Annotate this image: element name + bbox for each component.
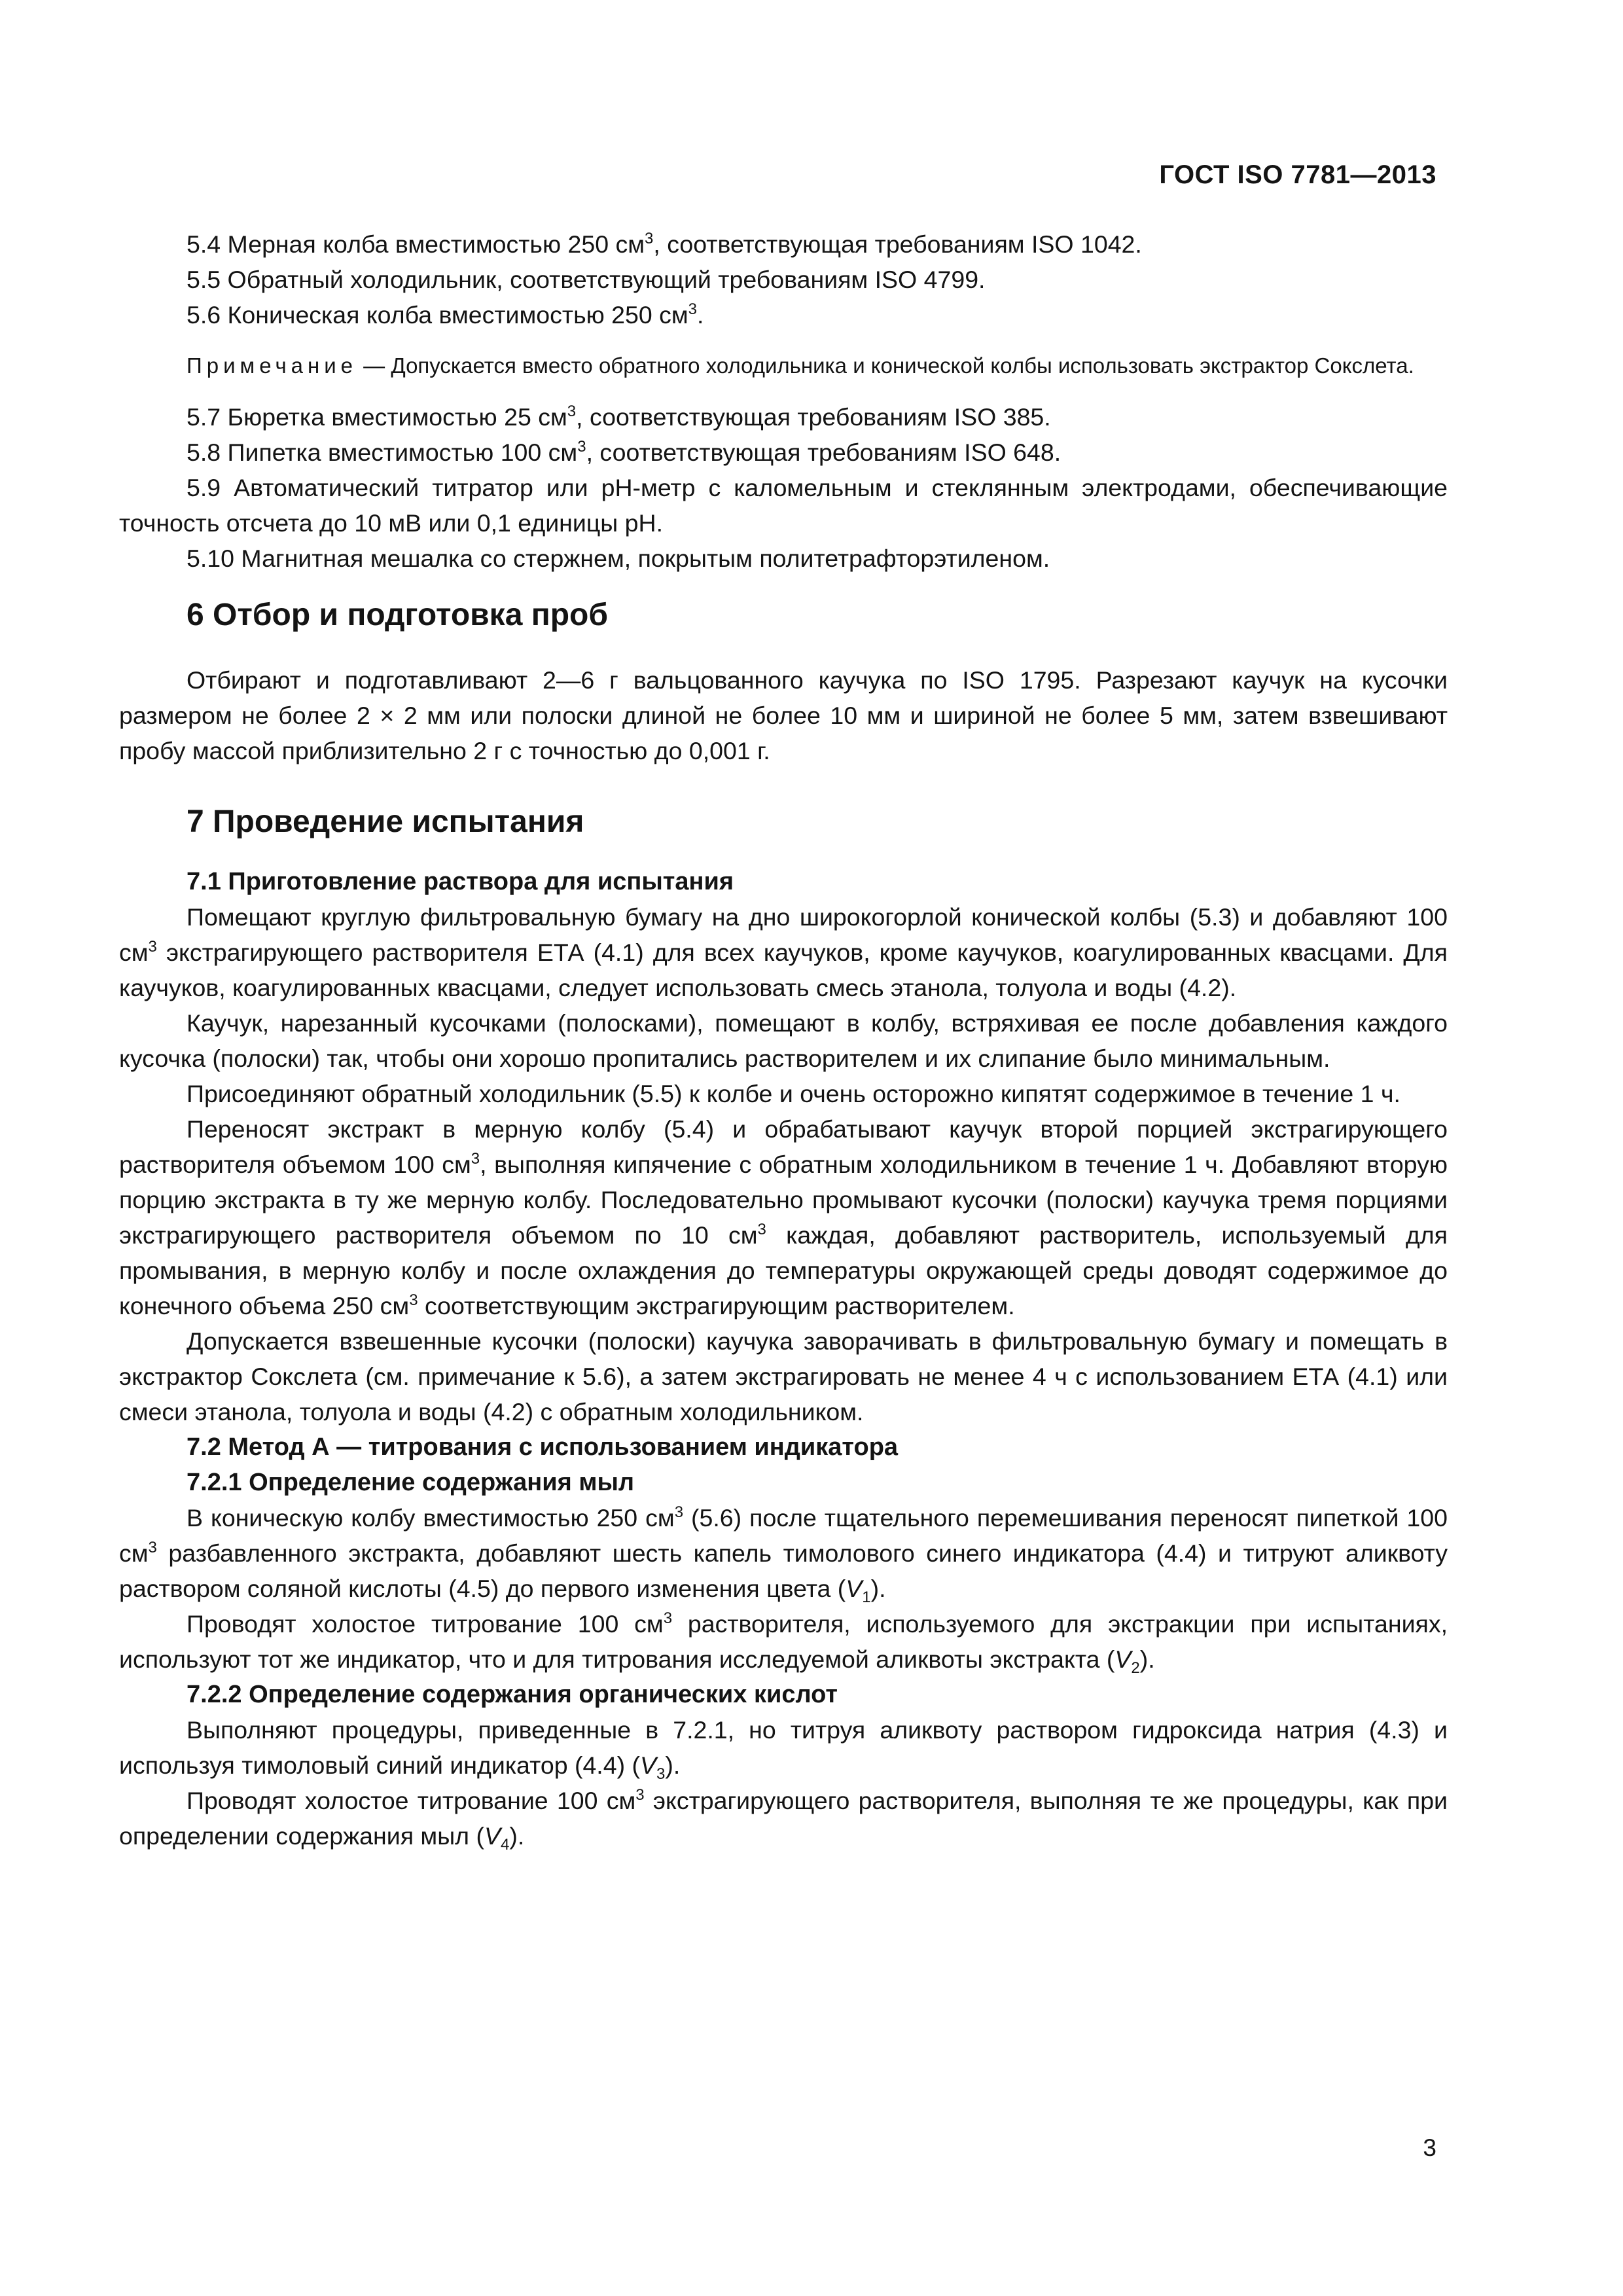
- paragraph-7-2-2-2: Проводят холостое титрование 100 $см^3$ экстрагирующего растворителя, выполняя те же процедуры, как при определении содержания мыл $(V_4)$.: [119, 1786, 1448, 1854]
- item-5-7: 5.7 Бюретка вместимостью 25 $см^3$, соответствующая требованиям ISO 385.: [187, 403, 1051, 431]
- paragraph-7-2-2-1: Выполняют процедуры, приведенные в 7.2.1, но титруя аликвоту раствором гидроксида натрия (4.3) и используя тимоловый синий индикатор (4.4) $(V_3)$.: [119, 1716, 1448, 1783]
- section-6-text: Отбирают и подготавливают 2—6 г вальцованного каучука по ISO 1795. Разрезают каучук на кусочки размером не более 2 × 2 мм или полоски длиной не более 10 мм и шириной не более 5 мм, затем взвешивают пробу массой приблизительно 2 г с точностью до 0,001 г.: [119, 666, 1448, 764]
- paragraph-7-1-2: Каучук, нарезанный кусочками (полосками), помещают в колбу, встряхивая ее после добавления каждого кусочка (полоски) так, чтобы они хорошо пропитались растворителем и их слипание было минимальным.: [119, 1009, 1448, 1072]
- item-5-10: 5.10 Магнитная мешалка со стержнем, покрытым политетрафторэтиленом.: [187, 545, 1050, 572]
- paragraph-7-2-1-1: В коническую колбу вместимостью 250 $см^3$ (5.6) после тщательного перемешивания переносят пипеткой 100 $см^3$ разбавленного экстракта, добавляют шесть капель тимолового синего индикатора (4.4) и титруют аликвоту раствором соляной кислоты (4.5) до первого изменения цвета $(V_1)$.: [119, 1503, 1448, 1606]
- subsection-7-1-heading: 7.1 Приготовление раствора для испытания: [187, 868, 734, 895]
- note-text: — Допускается вместо обратного холодильника и конической колбы использовать экстрактор Сокслета.: [357, 353, 1414, 378]
- paragraph-7-1-3: Присоединяют обратный холодильник (5.5) к колбе и очень осторожно кипятят содержимое в течение 1 ч.: [187, 1080, 1400, 1107]
- subsection-7-2-2-heading: 7.2.2 Определение содержания органических кислот: [187, 1681, 838, 1708]
- paragraph-7-2-1-2: Проводят холостое титрование 100 $см^3$ растворителя, используемого для экстракции при испытаниях, используют тот же индикатор, что и для титрования исследуемой аликвоты экстракта $(V_2)$.: [119, 1609, 1448, 1677]
- page-number: 3: [1423, 2134, 1436, 2161]
- subsection-7-2-heading: 7.2 Метод А — титрования с использованием индикатора: [187, 1433, 899, 1461]
- note-5-6: [119, 350, 1448, 382]
- item-5-9: 5.9 Автоматический титратор или рН-метр с каломельным и стеклянным электродами, обеспечивающие точность отсчета до 10 мВ или 0,1 единицы рН.: [119, 474, 1448, 537]
- section-6-heading: 6 Отбор и подготовка проб: [187, 598, 609, 632]
- section-7-heading: 7 Проведение испытания: [187, 804, 584, 839]
- item-5-8: 5.8 Пипетка вместимостью 100 $см^3$, соответствующая требованиям ISO 648.: [187, 438, 1061, 466]
- paragraph-7-1-5: Допускается взвешенные кусочки (полоски) каучука заворачивать в фильтровальную бумагу и помещать в экстрактор Сокслета (см. примечание к 5.6), а затем экстрагировать не менее 4 ч с использованием ЕТА (4.1) или смеси этанола, толуола и воды (4.2) с обратным холодильником.: [119, 1327, 1448, 1426]
- paragraph-7-1-1: Помещают круглую фильтровальную бумагу на дно широкогорлой конической колбы (5.3) и добавляют 100 $см^3$ экстрагирующего растворителя ЕТА (4.1) для всех каучуков, кроме каучуков, коагулированных квасцами. Для каучуков, коагулированных квасцами, следует использовать смесь этанола, толуола и воды (4.2).: [119, 903, 1448, 1001]
- item-5-4: 5.4 Мерная колба вместимостью 250 $см^3$, соответствующая требованиям ISO 1042.: [187, 230, 1142, 258]
- item-5-5: 5.5 Обратный холодильник, соответствующий требованиям ISO 4799.: [187, 266, 986, 293]
- subsection-7-2-1-heading: 7.2.1 Определение содержания мыл: [187, 1469, 635, 1496]
- item-5-6: 5.6 Коническая колба вместимостью 250 $см^3$.: [187, 300, 704, 329]
- standard-header: ГОСТ ISO 7781—2013: [1159, 160, 1436, 189]
- note-label: Примечание: [187, 353, 358, 378]
- paragraph-7-1-4: Переносят экстракт в мерную колбу (5.4) и обрабатывают каучук второй порцией экстрагирующего растворителя объемом 100 $см^3$, выполняя кипячение с обратным холодильником в течение 1 ч. Добавляют вторую порцию экстракта в ту же мерную колбу. Последовательно промывают кусочки (полоски) каучука тремя порциями экстрагирующего растворителя объемом по 10 $см^3$ каждая, добавляют растворитель, используемый для промывания, в мерную колбу и после охлаждения до температуры окружающей среды доводят содержимое до конечного объема 250 $см^3$ соответствующим экстрагирующим растворителем.: [119, 1115, 1448, 1319]
- page-body: [119, 226, 1448, 1854]
